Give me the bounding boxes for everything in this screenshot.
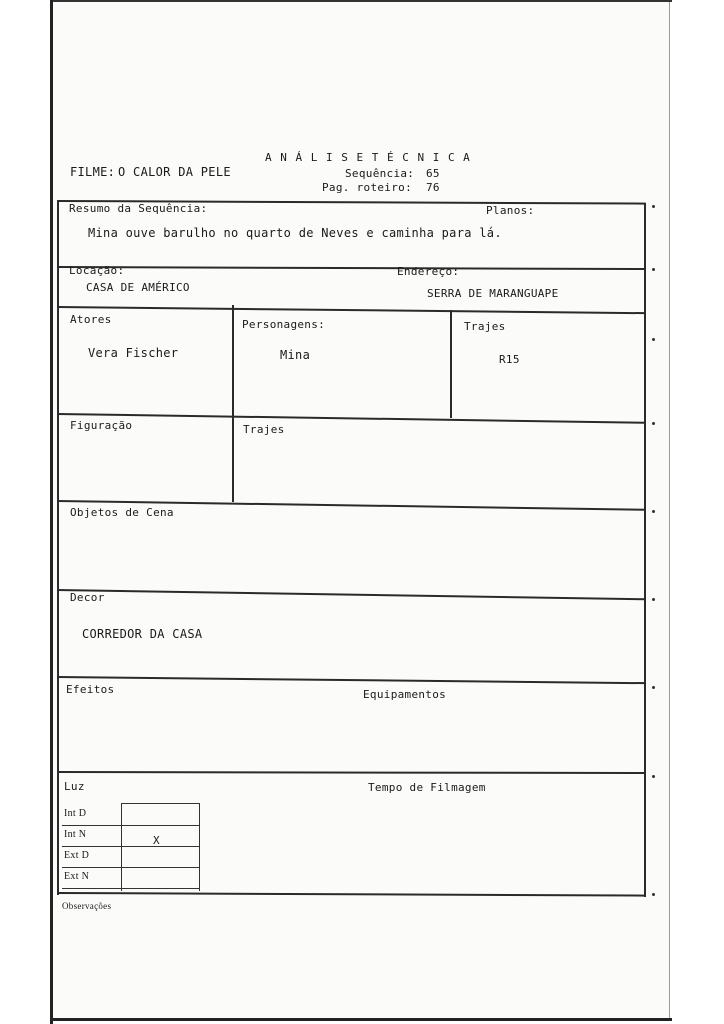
margin-dot	[652, 893, 655, 896]
characters-label: Personagens:	[242, 318, 326, 331]
margin-dot	[652, 268, 655, 271]
film-value: O CALOR DA PELE	[118, 165, 231, 179]
page-bottom-edge	[50, 1018, 672, 1021]
filming-time-label: Tempo de Filmagem	[368, 781, 486, 794]
extras-label: Figuração	[70, 419, 133, 432]
sequence-label: Sequência:	[345, 167, 415, 180]
form-left-border	[57, 200, 59, 895]
light-grid-line	[62, 825, 200, 826]
light-row-label: Int D	[64, 808, 87, 819]
costumes-label: Trajes	[464, 320, 506, 333]
margin-dot	[652, 686, 655, 689]
light-grid-divider	[121, 803, 122, 891]
margin-dot	[652, 510, 655, 513]
location-label: Locação:	[69, 264, 125, 277]
costume-value: R15	[499, 353, 520, 366]
light-row-mark: X	[153, 834, 160, 847]
light-grid-top	[121, 803, 200, 804]
planos-label: Planos:	[486, 204, 535, 217]
light-grid-line	[62, 867, 200, 868]
decor-label: Decor	[70, 591, 105, 604]
summary-text: Mina ouve barulho no quarto de Neves e caminha para lá.	[88, 226, 502, 240]
equipment-label: Equipamentos	[363, 688, 447, 701]
page-left-edge	[50, 0, 53, 1024]
page-label: Pag. roteiro:	[322, 181, 412, 194]
margin-dot	[652, 422, 655, 425]
props-label: Objetos de Cena	[70, 506, 174, 519]
divider-characters-costumes	[450, 310, 452, 418]
actor-name: Vera Fischer	[88, 346, 179, 360]
light-label: Luz	[64, 780, 85, 793]
light-grid-line	[62, 846, 200, 847]
margin-dot	[652, 338, 655, 341]
location-value: CASA DE AMÉRICO	[86, 281, 190, 294]
light-row-label: Ext D	[64, 850, 90, 861]
light-row-label: Int N	[64, 829, 87, 840]
film-label: FILME:	[70, 165, 116, 179]
actors-label: Atores	[70, 313, 112, 326]
form-right-border	[644, 203, 646, 897]
margin-dot	[652, 775, 655, 778]
margin-dot	[652, 598, 655, 601]
summary-label: Resumo da Sequência:	[69, 202, 208, 215]
sequence-value: 65	[426, 167, 440, 180]
form-title: A N Á L I S E T É C N I C A	[265, 151, 471, 164]
margin-dot	[652, 205, 655, 208]
effects-label: Efeitos	[66, 683, 115, 696]
character-name: Mina	[280, 348, 311, 362]
decor-value: CORREDOR DA CASA	[82, 627, 203, 641]
divider-actors-characters	[232, 305, 234, 502]
light-grid-right	[199, 803, 200, 891]
page-value: 76	[426, 181, 440, 194]
address-value: SERRA DE MARANGUAPE	[427, 287, 559, 300]
extras-costumes-label: Trajes	[243, 423, 285, 436]
observations-label: Observações	[62, 901, 112, 911]
light-grid-bottom	[62, 888, 200, 889]
address-label: Endereço:	[397, 265, 460, 278]
light-row-label: Ext N	[64, 871, 90, 882]
